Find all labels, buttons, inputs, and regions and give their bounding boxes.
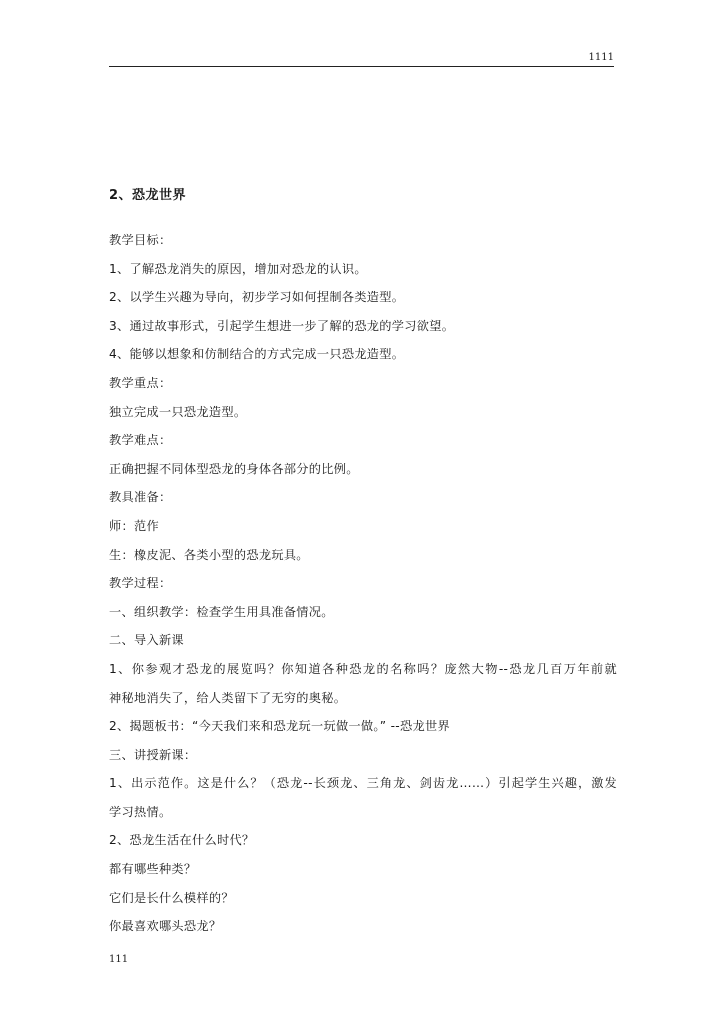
text-line: 你最喜欢哪头恐龙？ bbox=[109, 919, 222, 934]
text-line: 1、了解恐龙消失的原因，增加对恐龙的认识。 bbox=[109, 261, 367, 276]
lesson-body bbox=[109, 226, 617, 941]
text-line: 三、讲授新课： bbox=[109, 747, 197, 762]
text-line: 都有哪些种类？ bbox=[109, 862, 197, 877]
text-line: 2、恐龙生活在什么时代？ bbox=[109, 833, 255, 848]
text-line: 生：橡皮泥、各类小型的恐龙玩具。 bbox=[109, 547, 309, 562]
header-page-label: 1111 bbox=[588, 52, 614, 63]
text-line: 二、导入新课 bbox=[109, 633, 184, 648]
text-line: 独立完成一只恐龙造型。 bbox=[109, 404, 247, 419]
header-divider bbox=[109, 66, 614, 67]
lesson-title: 2、恐龙世界 bbox=[109, 188, 187, 203]
text-line: 教学重点： bbox=[109, 375, 172, 390]
text-line: 教学过程： bbox=[109, 576, 172, 591]
text-line: 1、出示范作。这是什么？（恐龙--长颈龙、三角龙、剑齿龙……）引起学生兴趣，激发 bbox=[109, 776, 617, 791]
text-line: 正确把握不同体型恐龙的身体各部分的比例。 bbox=[109, 461, 359, 476]
text-line: 3、通过故事形式，引起学生想进一步了解的恐龙的学习欲望。 bbox=[109, 318, 455, 333]
text-line: 神秘地消失了，给人类留下了无穷的奥秘。 bbox=[109, 690, 347, 705]
text-line: 一、组织教学：检查学生用具准备情况。 bbox=[109, 604, 334, 619]
text-line: 学习热情。 bbox=[109, 804, 172, 819]
text-line: 2、揭题板书：“今天我们来和恐龙玩一玩做一做。” --恐龙世界 bbox=[109, 719, 450, 734]
text-line: 它们是长什么模样的？ bbox=[109, 890, 234, 905]
text-line: 教学难点： bbox=[109, 433, 172, 448]
text-line: 1、你参观才恐龙的展览吗？你知道各种恐龙的名称吗？庞然大物--恐龙几百万年前就 bbox=[109, 661, 617, 676]
text-line: 师：范作 bbox=[109, 518, 159, 533]
text-line: 教学目标： bbox=[109, 233, 172, 247]
footer-page-label: 111 bbox=[109, 954, 129, 965]
text-line: 4、能够以想象和仿制结合的方式完成一只恐龙造型。 bbox=[109, 347, 405, 362]
text-line: 2、以学生兴趣为导向，初步学习如何捏制各类造型。 bbox=[109, 290, 405, 305]
text-line: 教具准备： bbox=[109, 490, 172, 505]
